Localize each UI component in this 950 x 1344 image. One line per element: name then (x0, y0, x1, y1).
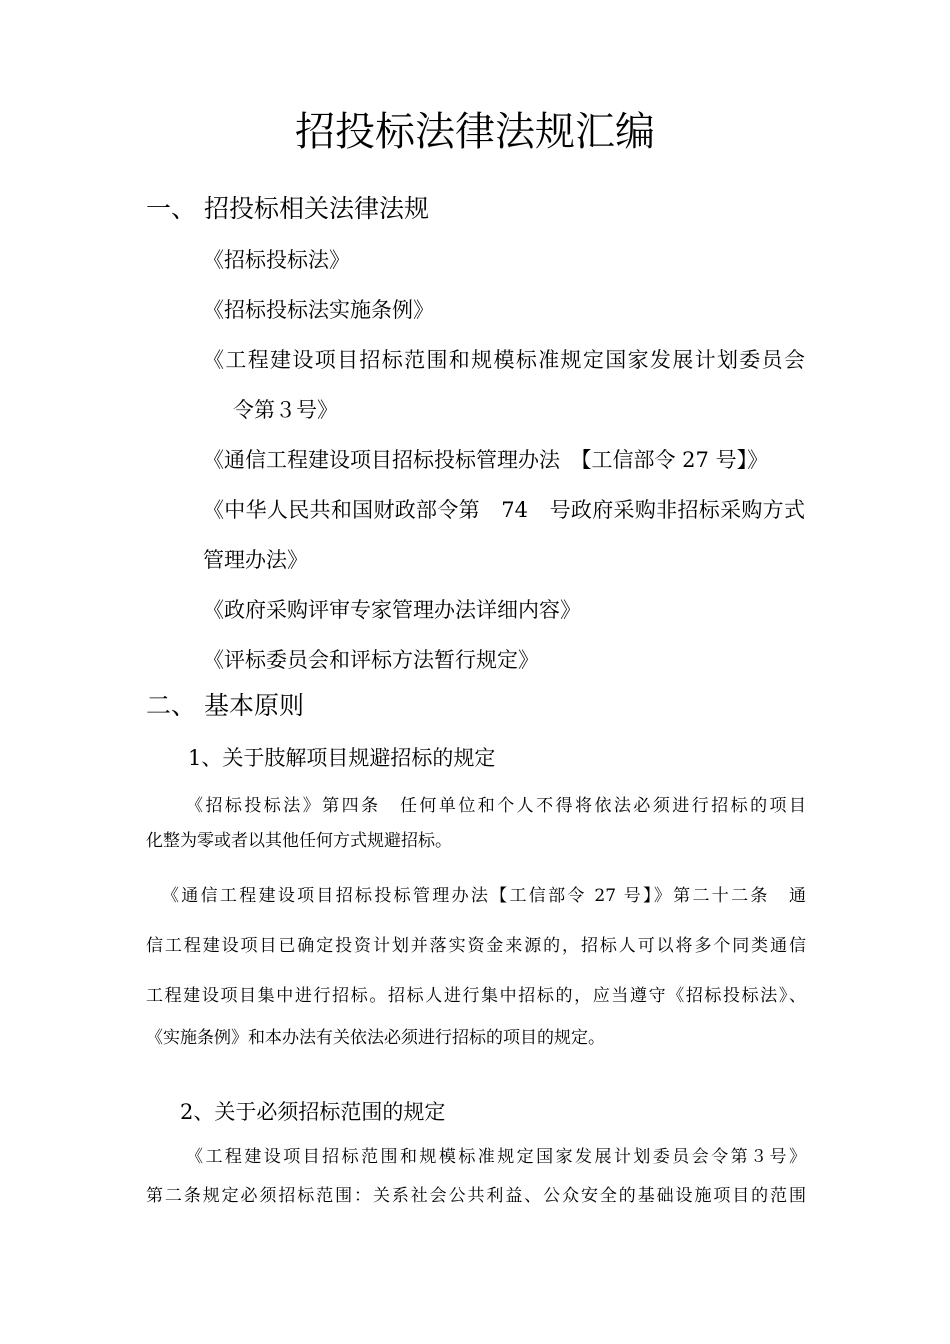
law-item: 《通信工程建设项目招标投标管理办法 【工信部令 27 号】》 (203, 448, 769, 472)
paragraph-line: 信工程建设项目已确定投资计划并落实资金来源的，招标人可以将多个同类通信 (146, 936, 806, 956)
paragraph-line: 《工程建设项目招标范围和规模标准规定国家发展计划委员会令第３号》 (186, 1147, 806, 1167)
law-item: 《评标委员会和评标方法暂行规定》 (203, 648, 539, 672)
paragraph-line: 化整为零或者以其他任何方式规避招标。 (146, 831, 452, 851)
law-item: 《工程建设项目招标范围和规模标准规定国家发展计划委员会 (203, 348, 805, 372)
law-item: 《政府采购评审专家管理办法详细内容》 (203, 598, 581, 622)
section-title: 招投标相关法律法规 (204, 194, 430, 223)
section-heading-1 (146, 193, 429, 225)
subsection-heading-1: 1、关于肢解项目规避招标的规定 (188, 746, 496, 770)
paragraph-line: 《通信工程建设项目招标投标管理办法【工信部令 27 号】》第二十二条 通 (162, 886, 806, 906)
paragraph-line: 《实施条例》和本办法有关依法必须进行招标的项目的规定。 (146, 1028, 605, 1048)
section-title: 基本原则 (204, 691, 305, 720)
law-item-continued: 管理办法》 (203, 548, 308, 572)
paragraph-line: 工程建设项目集中进行招标。招标人进行集中招标的，应当遵守《招标投标法》、 (146, 986, 806, 1006)
paragraph-line: 第二条规定必须招标范围：关系社会公共利益、公众安全的基础设施项目的范围 (146, 1186, 806, 1206)
law-item: 《中华人民共和国财政部令第 74 号政府采购非招标采购方式 (203, 498, 805, 522)
section-number: 二、 (146, 691, 197, 720)
law-item-continued: 令第３号》 (233, 398, 338, 422)
section-heading-2 (146, 690, 304, 722)
law-item: 《招标投标法》 (203, 248, 350, 272)
law-item: 《招标投标法实施条例》 (203, 298, 434, 322)
section-number: 一、 (146, 194, 197, 223)
subsection-heading-2: 2、关于必须招标范围的规定 (180, 1100, 446, 1124)
paragraph-line: 《招标投标法》第四条 任何单位和个人不得将依法必须进行招标的项目 (186, 796, 806, 816)
document-title: 招投标法律法规汇编 (295, 109, 655, 155)
